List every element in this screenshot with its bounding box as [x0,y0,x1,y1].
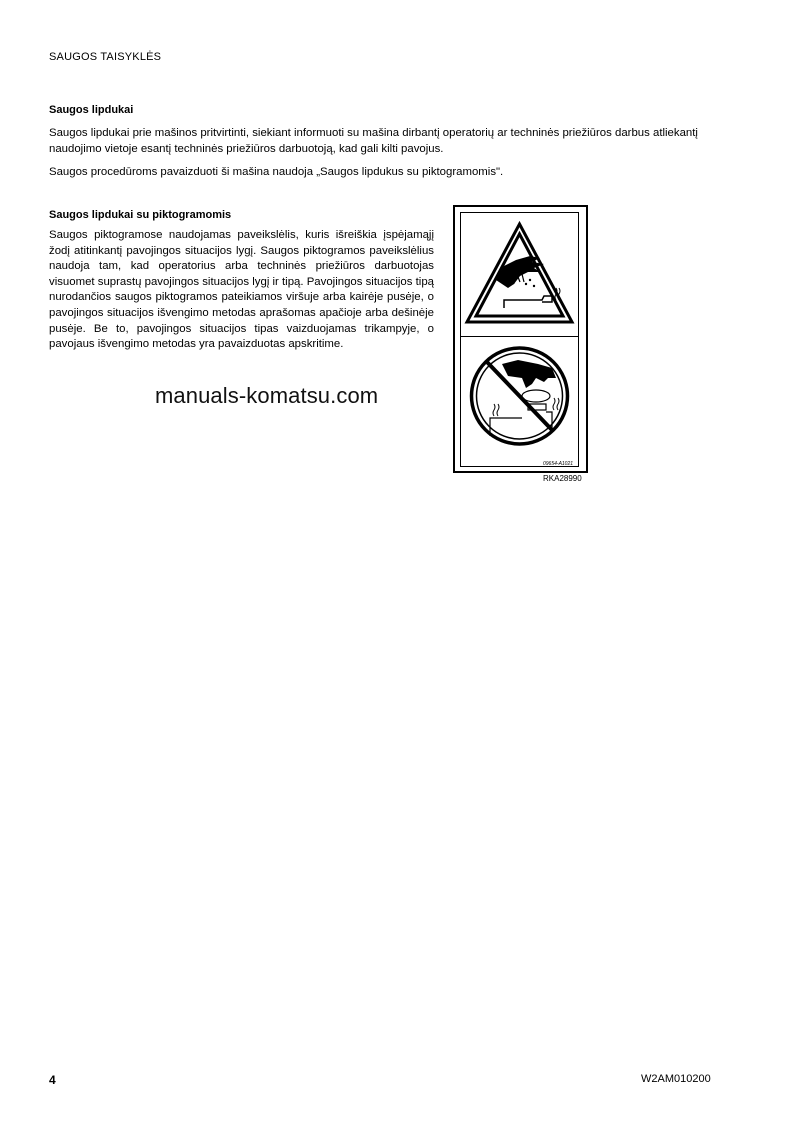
paragraph-pictogram-description: Saugos piktogramose naudojamas paveikslėlis, kuris išreiškia įspėjamąjį žodį atitinkantį pavojingos situacijos lygį. Saugos piktogramos paveikslėlius naudoja tam, kad operatorius arba techninės priežiūros darbuotojas visuomet suprastų pavojingos situacijos lygį ir tipą. Pavojingos situacijos tipą nurodančios saugos piktogramos pateikiamos viršuje arba kairėje pusėje, o pavojingos situacijos išvengimo metodas aprašomas apačioje arba dešinėje pusėje. Be to, pavojingos situacijos tipas vaizduojamas trikampyje, o pavojaus išvengimo metodas yra pavaizduotas apskritime. [49,229,434,351]
section-heading-safety-labels: Saugos lipdukai [49,104,134,116]
section-heading-pictogram-labels: Saugos lipdukai su piktogramomis [49,209,232,221]
pictogram-part-code: 09654-A1021 [543,461,574,467]
watermark: manuals-komatsu.com [155,383,379,408]
pictogram-divider [460,336,579,337]
warning-triangle-hot-coolant-burn-icon [460,212,579,336]
paragraph-safety-labels-intro: Saugos lipdukai prie mašinos pritvirtinti, siekiant informuoti su mašina dirbantį operatorių ar techninės priežiūros darbus atliekantį naudojimo vietoje esantį techninės priežiūros darbuotoją, kad gali kilti pavojus. [49,127,698,155]
paragraph-safety-procedures: Saugos procedūroms pavaizduoti ši mašina naudoja „Saugos lipdukus su piktogramomis". [49,166,504,178]
document-code: W2AM010200 [641,1073,711,1085]
running-header: SAUGOS TAISYKLĖS [49,51,162,63]
prohibition-circle-do-not-touch-hot-icon [460,338,579,462]
figure-label: RKA28990 [543,474,582,483]
page-number: 4 [49,1073,56,1087]
